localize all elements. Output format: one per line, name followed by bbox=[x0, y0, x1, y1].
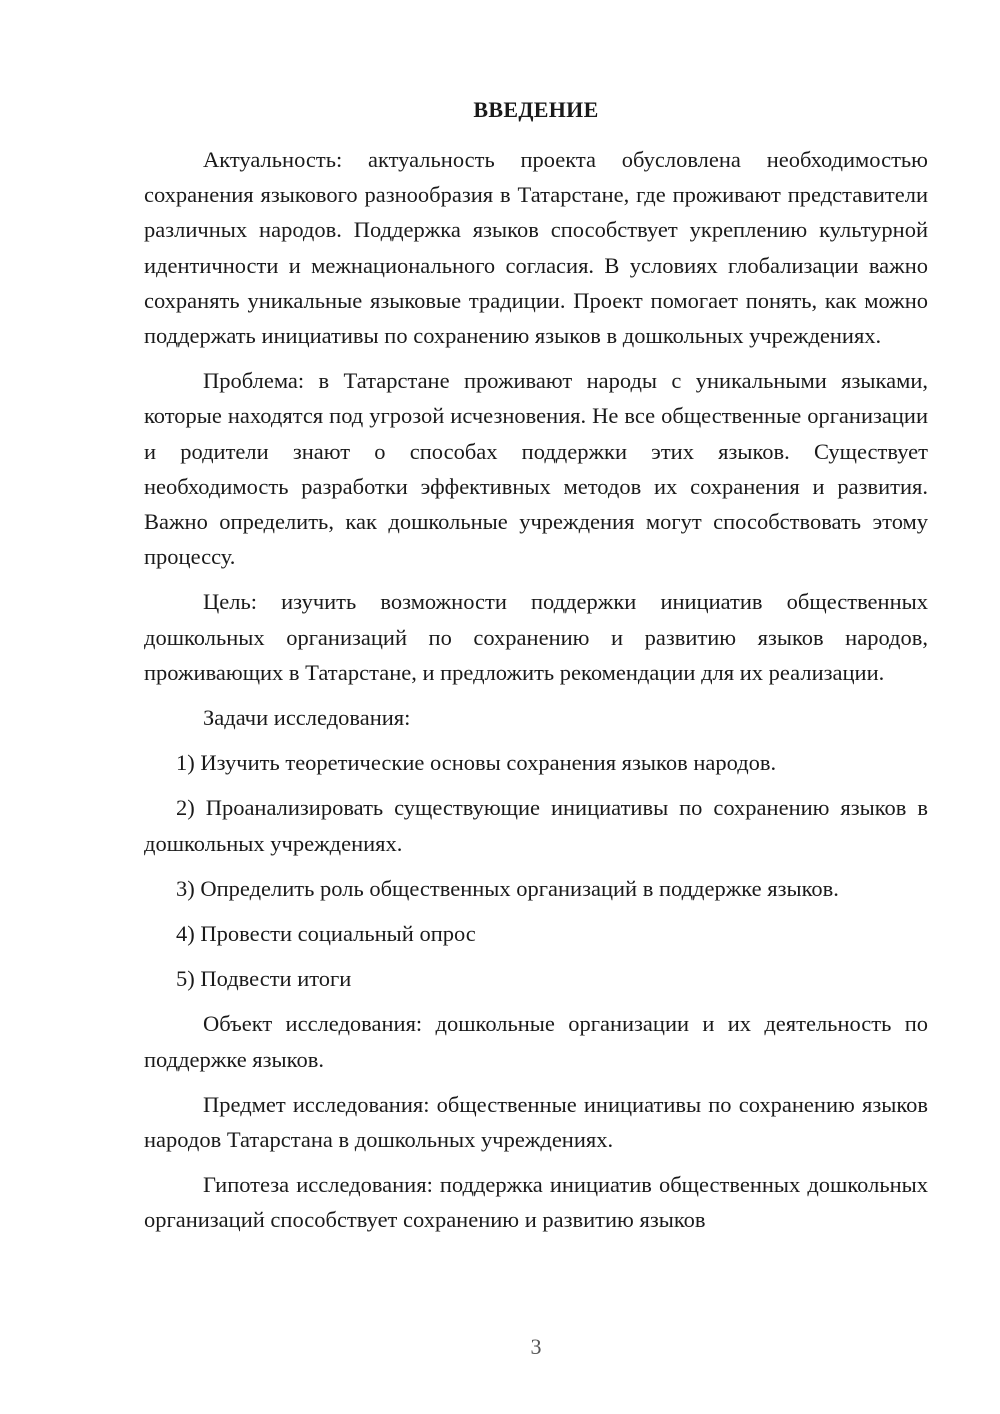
tasks-title: Задачи исследования: bbox=[203, 705, 411, 731]
task-item-5: 5) Подвести итоги bbox=[176, 966, 352, 992]
paragraph-object: Объект исследования: дошкольные организации и их деятельность по поддержке языков. bbox=[144, 1011, 928, 1072]
paragraph-subject: Предмет исследования: общественные инициативы по сохранению языков народов Татарстана в дошкольных учреждениях. bbox=[144, 1091, 928, 1153]
paragraph-goal: Цель: изучить возможности поддержки инициатив общественных дошкольных организаций по сохранению и развитию языков народов, проживающих в Татарстане, и предложить рекомендации для их реализации. bbox=[144, 589, 928, 685]
task-item-2: 2) Проанализировать существующие инициативы по сохранению языков в дошкольных учреждениях. bbox=[144, 795, 928, 856]
paragraph-hypothesis: Гипотеза исследования: поддержка инициатив общественных дошкольных организаций способствует сохранению и развитию языков bbox=[144, 1172, 928, 1233]
task-item-1: 1) Изучить теоретические основы сохранения языков народов. bbox=[176, 750, 777, 776]
task-item-4: 4) Провести социальный опрос bbox=[176, 921, 476, 947]
page-number: 3 bbox=[530, 1334, 542, 1359]
task-item-3: 3) Определить роль общественных организаций в поддержке языков. bbox=[176, 875, 839, 901]
paragraph-problem: Проблема: в Татарстане проживают народы с уникальными языками, которые находятся под угрозой исчезновения. Не все общественные организации и родители знают о способах поддержки этих языков. Существует необходимость разработки эффективных методов их сохранения и развития. Важно определить, как дошкольные учреждения могут способствовать этому процессу. bbox=[144, 368, 928, 570]
section-heading: ВВЕДЕНИЕ bbox=[473, 97, 599, 122]
body-text bbox=[144, 142, 928, 1238]
paragraph-actuality: Актуальность: актуальность проекта обусловлена необходимостью сохранения языкового разнообразия в Татарстане, где проживают представители различных народов. Поддержка языков способствует укреплению культурной идентичности и межнационального согласия. В условиях глобализации важно сохранять уникальные языковые традиции. Проект помогает понять, как можно поддержать инициативы по сохранению языков в дошкольных учреждениях. bbox=[144, 147, 928, 349]
